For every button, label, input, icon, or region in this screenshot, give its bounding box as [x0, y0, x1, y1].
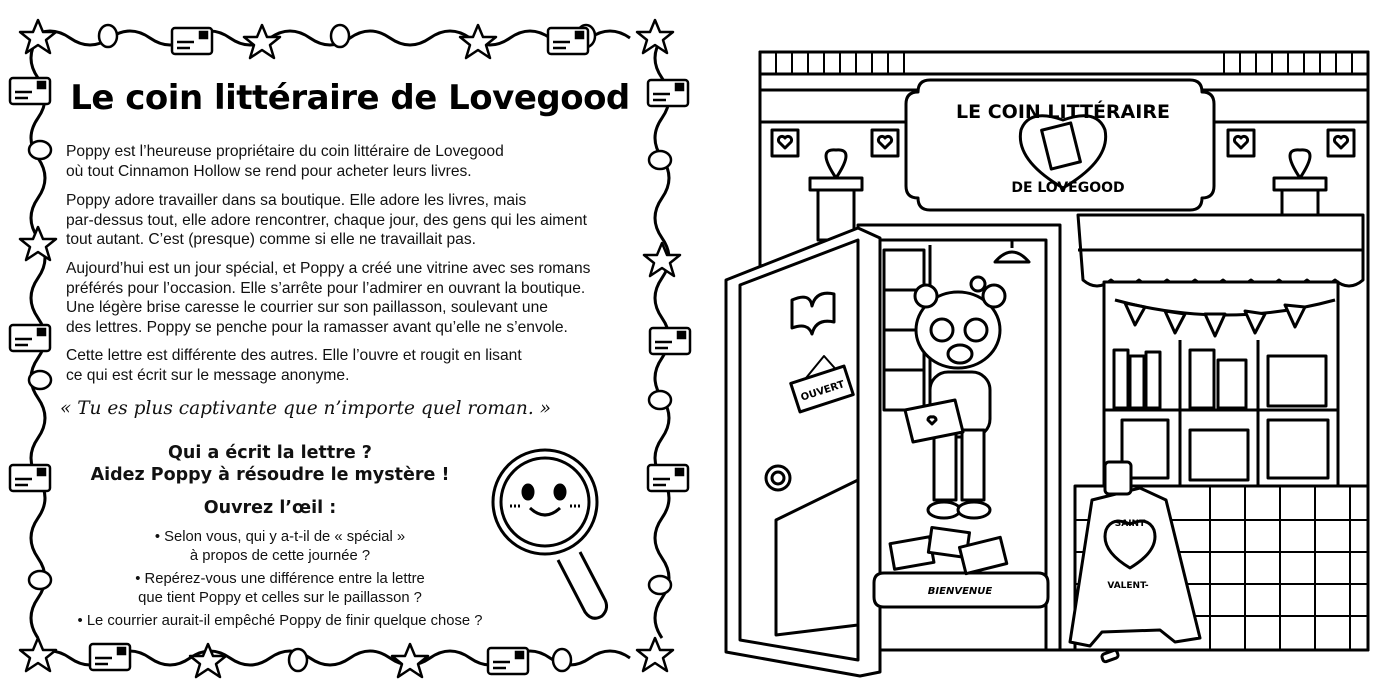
question-line: que tient Poppy et celles sur le paillasson ? — [138, 590, 422, 606]
board-text-line1: SAINT — [1114, 519, 1146, 529]
roof-trim — [760, 52, 1368, 74]
text-line: où tout Cinnamon Hollow se rend pour acheter leurs livres. — [66, 162, 472, 180]
text-line: Poppy est l’heureuse propriétaire du coin littéraire de Lovegood — [66, 143, 504, 160]
text-line: Aujourd’hui est un jour spécial, et Poppy a créé une vitrine avec ses romans — [66, 260, 591, 277]
door-sign-text: OUVERT — [799, 379, 846, 404]
sign-title-line2: DE LOVEGOOD — [1011, 180, 1125, 196]
heart-tile — [1228, 130, 1254, 156]
text-line: ce qui est écrit sur le message anonyme. — [66, 366, 350, 384]
text-line: Cette lettre est différente des autres. Elle l’ouvre et rougit en lisant — [66, 347, 522, 364]
text-line: des lettres. Poppy se penche pour la ramasser avant qu’elle ne s’envole. — [66, 318, 568, 336]
sign-title-line1: LE COIN LITTÉRAIRE — [956, 101, 1170, 123]
text-line: Poppy adore travailler dans sa boutique. Elle adore les livres, mais — [66, 192, 527, 209]
heart-tile — [1328, 130, 1354, 156]
question-line: • Repérez-vous une différence entre la lettre — [135, 571, 425, 587]
mystery-line: Qui a écrit la lettre ? — [168, 443, 372, 463]
anonymous-quote: « Tu es plus captivante que n’importe quel roman. » — [60, 398, 551, 419]
text-line: Une légère brise caresse le courrier sur son paillasson, soulevant une — [66, 299, 548, 316]
eye-heading: Ouvrez l’œil : — [203, 498, 337, 518]
question-line: • Le courrier aurait-il empêché Poppy de finir quelque chose ? — [77, 613, 483, 629]
heart-tile — [772, 130, 798, 156]
question-line: à propos de cette journée ? — [189, 548, 371, 564]
text-line: par-dessus tout, elle adore rencontrer, chaque jour, des gens qui les aiment — [66, 211, 587, 229]
text-line: préférés pour l’occasion. Elle s’arrête pour l’admirer en ouvrant la boutique. — [66, 279, 586, 297]
question-line: • Selon vous, qui y a-t-il de « spécial » — [154, 529, 406, 545]
mystery-line: Aidez Poppy à résoudre le mystère ! — [90, 465, 450, 485]
mat-text: BIENVENUE — [927, 586, 993, 597]
page-title: Le coin littéraire de Lovegood — [70, 78, 630, 118]
board-text-line2: VALENT- — [1107, 581, 1149, 591]
text-line: tout autant. C’est (presque) comme si elle ne travaillait pas. — [66, 231, 476, 248]
heart-tile — [872, 130, 898, 156]
